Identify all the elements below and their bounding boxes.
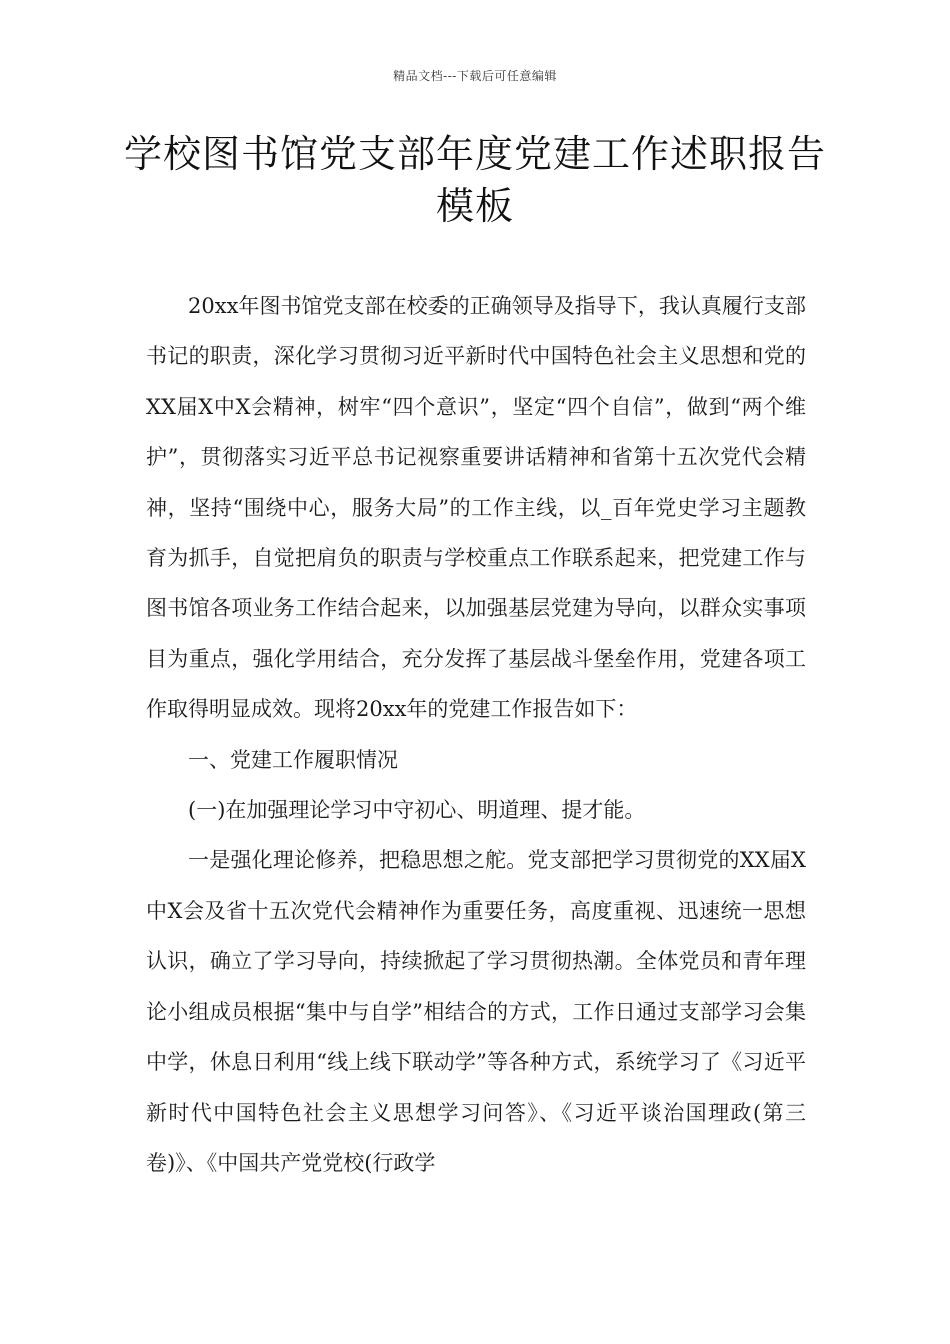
document-body <box>146 281 806 1188</box>
page-header-note: 精品文档---下载后可任意编辑 <box>393 69 557 83</box>
section-heading: 一、党建工作履职情况 <box>188 747 398 772</box>
body-paragraph: 一是强化理论修养，把稳思想之舵。党支部把学习贯彻党的XX届X中X会及省十五次党代会精神作为重要任务，高度重视、迅速统一思想认识，确立了学习导向，持续掀起了学习贯彻热潮。全体党员和青年理论小组成员根据“集中与自学”相结合的方式，工作日通过支部学习会集中学，休息日利用“线上线下联动学”等各种方式，系统学习了《习近平新时代中国特色社会主义思想学习问答》、《习近平谈治国理政(第三卷)》、《中国共产党党校(行政学 <box>146 848 806 1175</box>
subsection-heading: (一)在加强理论学习中守初心、明道理、提才能。 <box>188 798 646 823</box>
document-title: 学校图书馆党支部年度党建工作述职报告模板 <box>123 132 826 228</box>
intro-paragraph: 20xx年图书馆党支部在校委的正确领导及指导下，我认真履行支部书记的职责，深化学习贯彻习近平新时代中国特色社会主义思想和党的XX届X中X会精神，树牢“四个意识”，坚定“四个自信”，做到“两个维护”，贯彻落实习近平总书记视察重要讲话精神和省第十五次党代会精神，坚持“围绕中心，服务大局”的工作主线，以_百年党史学习主题教育为抓手，自觉把肩负的职责与学校重点工作联系起来，把党建工作与图书馆各项业务工作结合起来，以加强基层党建为导向，以群众实事项目为重点，强化学用结合，充分发挥了基层战斗堡垒作用，党建各项工作取得明显成效。现将20xx年的党建工作报告如下： <box>146 294 806 722</box>
